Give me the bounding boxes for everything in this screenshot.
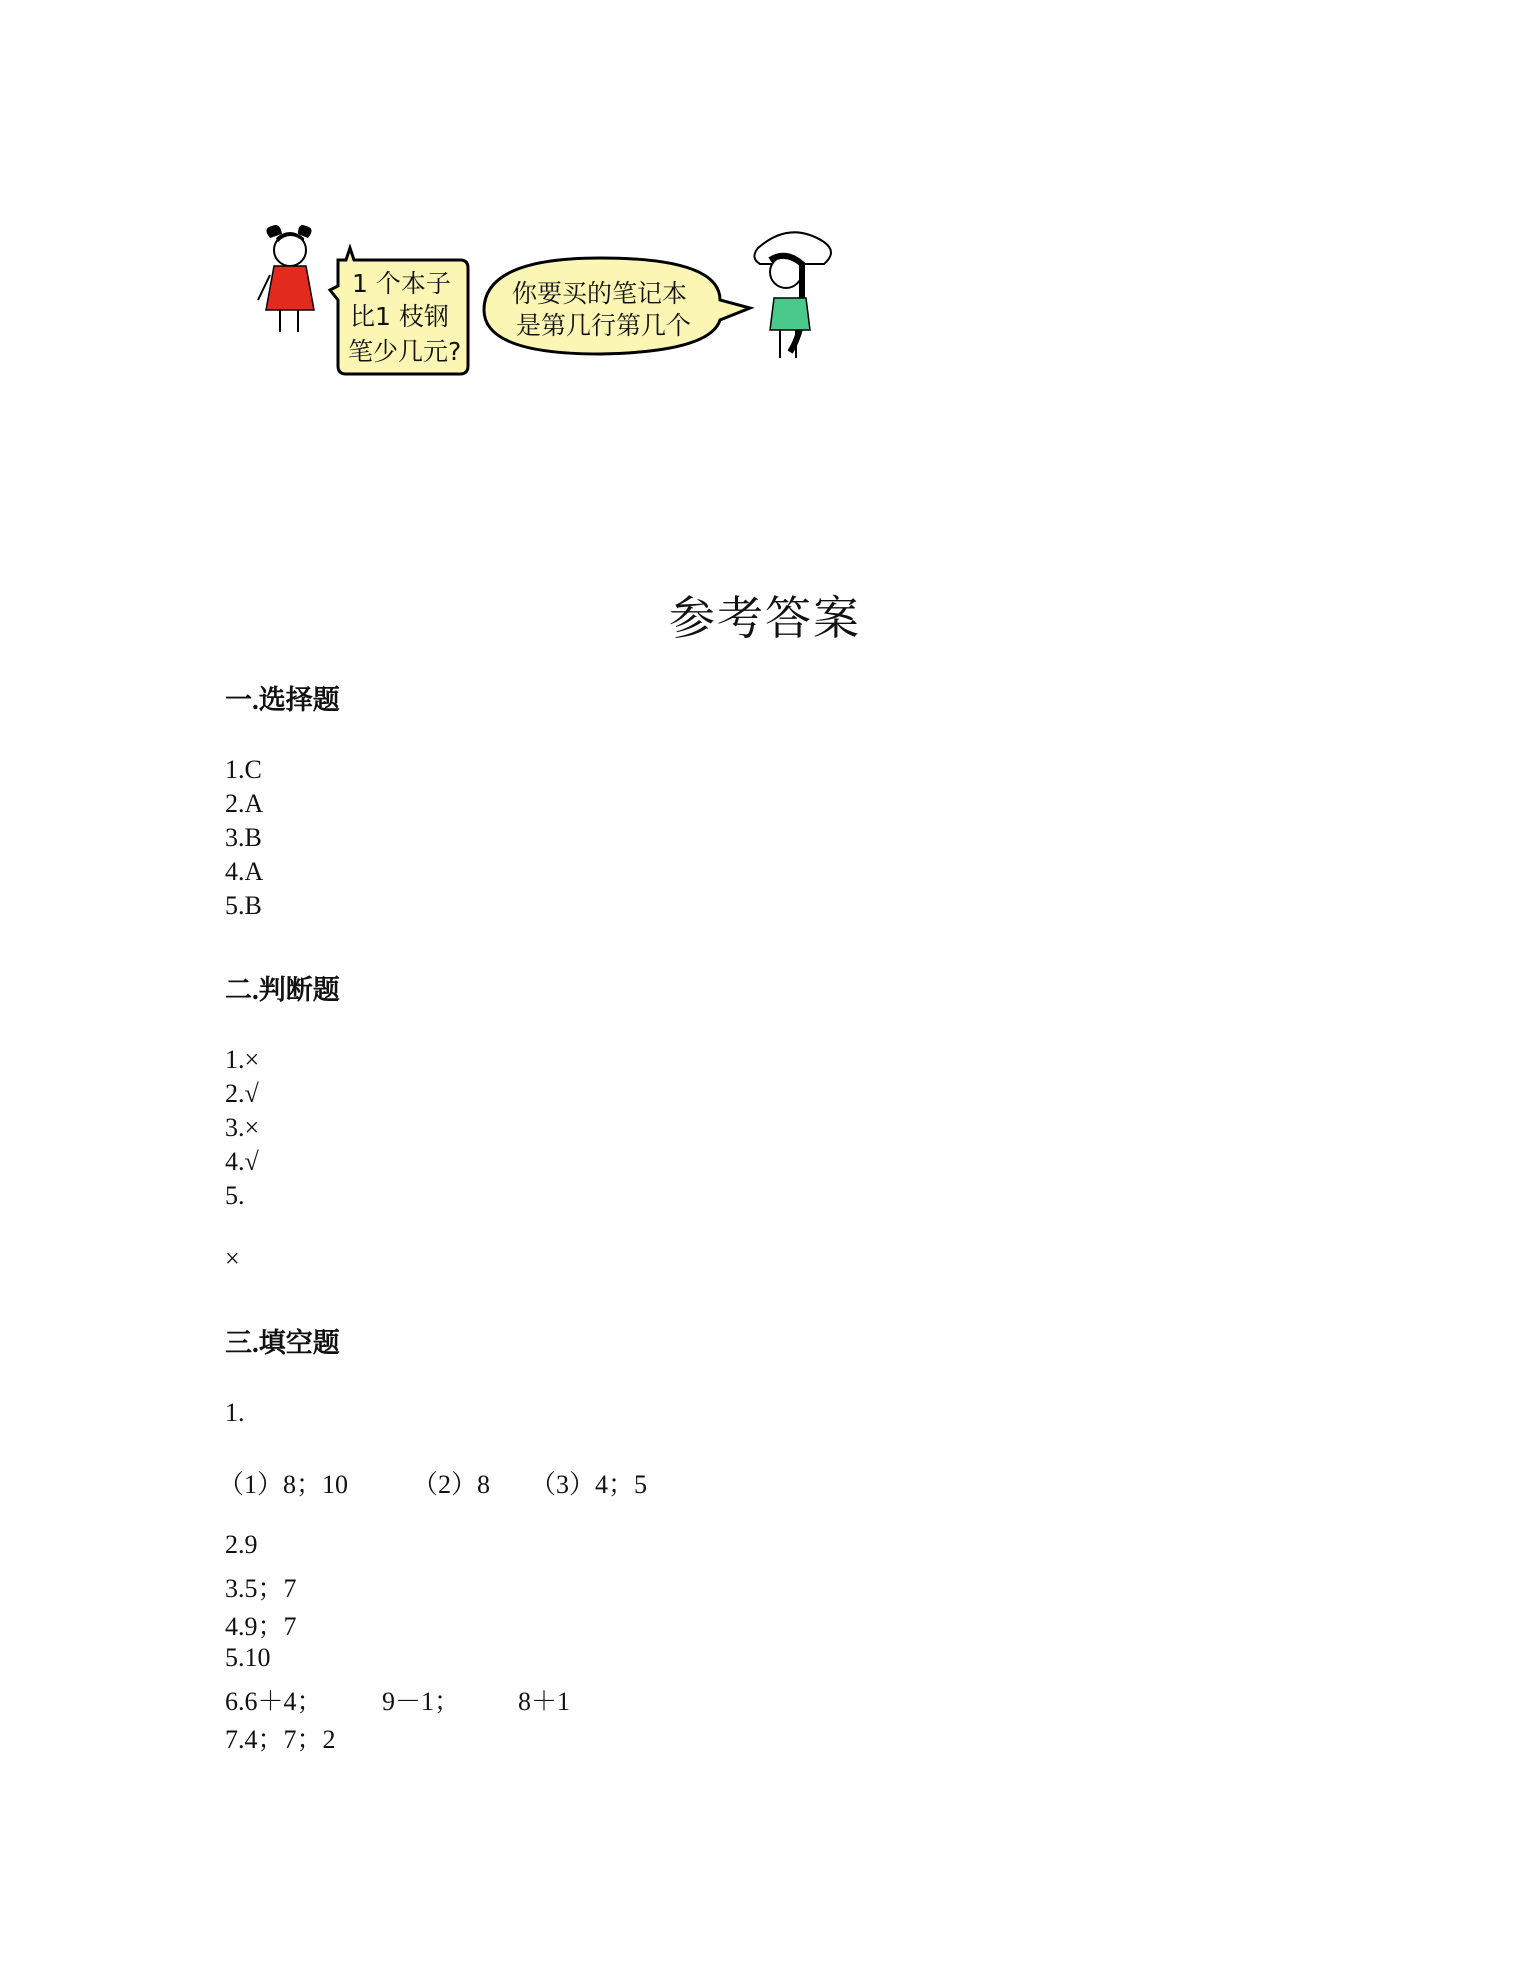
section2-answer-3: 3.× <box>225 1113 260 1142</box>
section3-answer-6-b: 9－1； <box>382 1687 461 1716</box>
section2-answer-2: 2.√ <box>225 1079 259 1108</box>
section1-answer-5: 5.B <box>225 891 262 920</box>
section1-answer-2: 2.A <box>225 789 264 818</box>
section3-answer-7: 7.4；7；2 <box>225 1725 336 1754</box>
cartoon-illustration <box>250 220 870 390</box>
left-speech-bubble <box>330 248 468 374</box>
section3-q1-number: 1. <box>225 1398 245 1427</box>
page-title: 参考答案 <box>669 593 861 644</box>
section3-answer-3: 3.5；7 <box>225 1574 297 1603</box>
section3-q1-part-3: （3）4；5 <box>530 1470 648 1499</box>
section2-answer-1: 1.× <box>225 1045 260 1074</box>
section3-heading: 三.填空题 <box>225 1328 340 1358</box>
left-bubble-line-3: 笔少几元? <box>348 337 462 366</box>
girl-left-figure <box>258 225 314 332</box>
right-bubble-line-1: 你要买的笔记本 <box>512 279 688 308</box>
section2-heading: 二.判断题 <box>225 975 340 1005</box>
section1-answer-1: 1.C <box>225 755 262 784</box>
section3-q1-part-2: （2）8 <box>412 1470 491 1499</box>
left-bubble-line-2: 比1 枝钢 <box>350 302 449 331</box>
section3-q1-part-1: （1）8；10 <box>218 1470 349 1499</box>
section1-answer-4: 4.A <box>225 857 264 886</box>
section2-answer-5-value: × <box>225 1244 240 1273</box>
section3-answer-6-a: 6.6＋4； <box>225 1687 323 1716</box>
section3-answer-2: 2.9 <box>225 1530 258 1559</box>
section1-answer-3: 3.B <box>225 823 262 852</box>
section2-answer-5: 5. <box>225 1181 245 1210</box>
section1-heading: 一.选择题 <box>225 685 340 715</box>
right-bubble-line-2: 是第几行第几个 <box>516 311 692 340</box>
section3-answer-5: 5.10 <box>225 1643 271 1672</box>
section3-answer-6-c: 8＋1 <box>518 1687 571 1716</box>
section2-answer-4: 4.√ <box>225 1147 259 1176</box>
girl-right-figure <box>754 232 831 358</box>
section3-answer-4: 4.9；7 <box>225 1612 297 1641</box>
left-bubble-line-1: 1 个本子 <box>352 269 451 298</box>
right-speech-bubble <box>484 258 750 354</box>
